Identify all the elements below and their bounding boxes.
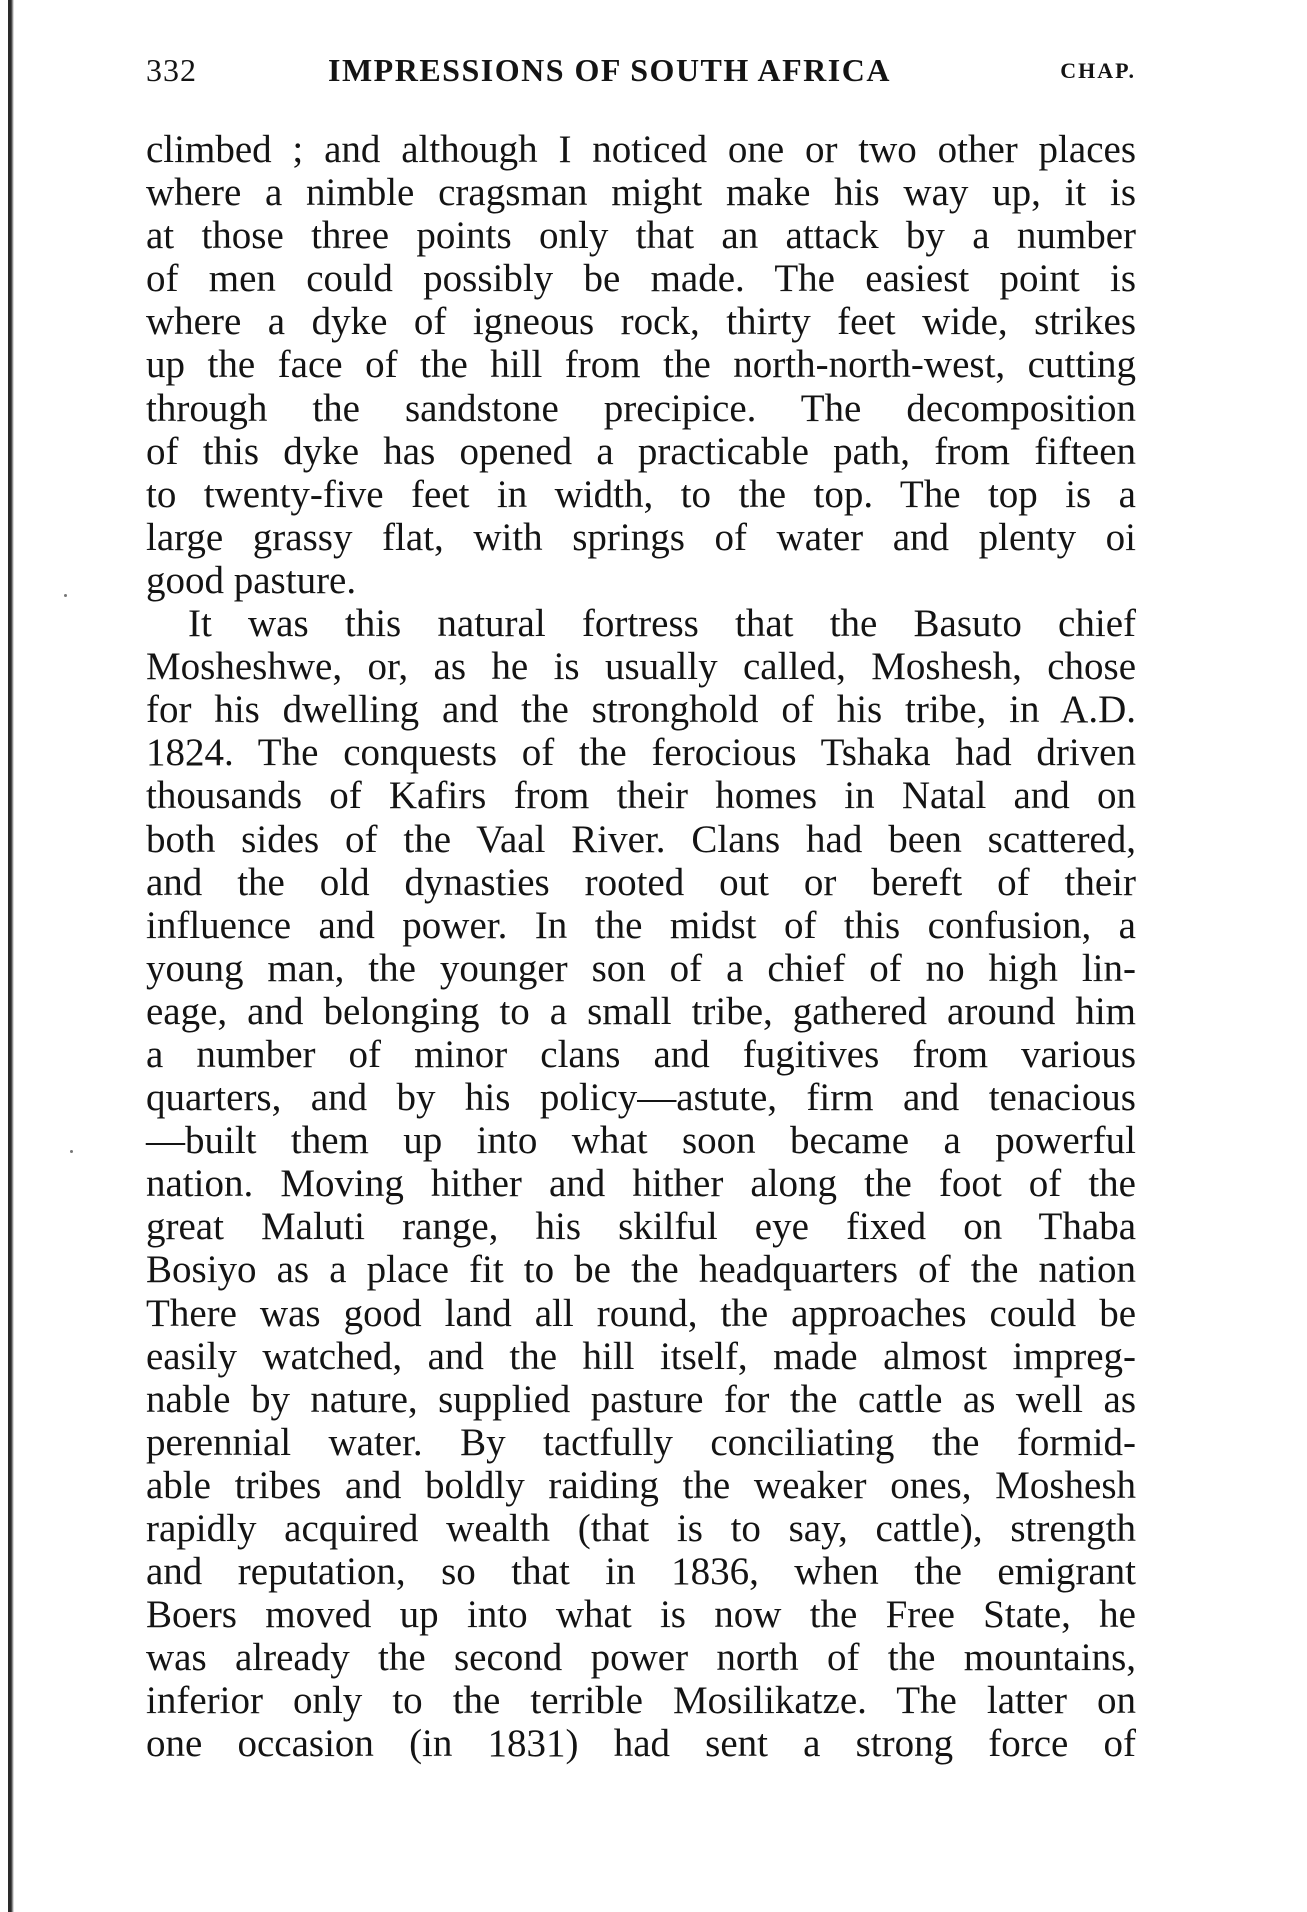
- text-line: was already the second power north of the mountains,: [146, 1636, 1136, 1680]
- paragraph-end-line: good pasture.: [146, 558, 357, 602]
- text-line: Bosiyo as a place fit to be the headquarters of the nation: [146, 1248, 1136, 1292]
- text-line: where a dyke of igneous rock, thirty feet wide, strikes: [146, 300, 1136, 344]
- page-number: 332: [146, 52, 197, 88]
- text-line: great Maluti range, his skilful eye fixed on Thaba: [146, 1205, 1136, 1249]
- text-line: thousands of Kafirs from their homes in Natal and on: [146, 774, 1136, 818]
- print-speck: [70, 1150, 73, 1153]
- text-line: Boers moved up into what is now the Free State, he: [146, 1593, 1136, 1637]
- text-line: There was good land all round, the approaches could be: [146, 1291, 1136, 1335]
- text-line: to twenty-five feet in width, to the top. The top is a: [146, 472, 1136, 516]
- text-line: for his dwelling and the stronghold of his tribe, in A.D.: [146, 688, 1136, 732]
- text-line: climbed ; and although I noticed one or two other places: [146, 128, 1136, 171]
- text-line: able tribes and boldly raiding the weaker ones, Moshesh: [146, 1463, 1136, 1507]
- text-line: perennial water. By tactfully conciliating the formid-: [146, 1420, 1136, 1464]
- text-line: inferior only to the terrible Mosilikatze. The latter on: [146, 1679, 1136, 1723]
- text-line: through the sandstone precipice. The decomposition: [146, 386, 1136, 430]
- text-line: —built them up into what soon became a powerful: [146, 1119, 1136, 1163]
- text-line: a number of minor clans and fugitives from various: [146, 1032, 1136, 1076]
- text-line: Mosheshwe, or, as he is usually called, Moshesh, chose: [146, 645, 1136, 689]
- text-line: nation. Moving hither and hither along the foot of the: [146, 1162, 1136, 1206]
- chapter-label: CHAP.: [1060, 58, 1136, 83]
- running-title: IMPRESSIONS OF SOUTH AFRICA: [328, 52, 891, 88]
- page-binding-edge: [8, 0, 14, 1912]
- text-line: easily watched, and the hill itself, made almost impreg-: [146, 1334, 1136, 1378]
- text-line: rapidly acquired wealth (that is to say, cattle), strength: [146, 1507, 1136, 1550]
- print-speck: [64, 594, 67, 597]
- text-line: 1824. The conquests of the ferocious Tshaka had driven: [146, 731, 1136, 775]
- text-line: quarters, and by his policy—astute, firm and tenacious: [146, 1076, 1136, 1120]
- text-line: large grassy flat, with springs of water and plenty oi: [146, 515, 1136, 559]
- text-line: eage, and belonging to a small tribe, gathered around him: [146, 989, 1136, 1033]
- paragraph-start-line: It was this natural fortress that the Basuto chief: [188, 602, 1136, 646]
- text-line: young man, the younger son of a chief of no high lin-: [146, 946, 1136, 990]
- text-line: up the face of the hill from the north-north-west, cutting: [146, 343, 1136, 387]
- text-line: influence and power. In the midst of this confusion, a: [146, 903, 1136, 947]
- running-header: [146, 52, 1136, 100]
- text-line: both sides of the Vaal River. Clans had been scattered,: [146, 817, 1136, 861]
- text-line: one occasion (in 1831) had sent a strong force of: [146, 1722, 1136, 1766]
- body-text: [146, 128, 1136, 1766]
- text-line: of men could possibly be made. The easiest point is: [146, 257, 1136, 301]
- text-line: nable by nature, supplied pasture for the cattle as well as: [146, 1377, 1136, 1421]
- text-line: and the old dynasties rooted out or bereft of their: [146, 860, 1136, 904]
- text-line: and reputation, so that in 1836, when the emigrant: [146, 1550, 1136, 1594]
- text-line: at those three points only that an attack by a number: [146, 214, 1136, 258]
- text-line: of this dyke has opened a practicable path, from fifteen: [146, 429, 1136, 473]
- text-line: where a nimble cragsman might make his way up, it is: [146, 171, 1136, 215]
